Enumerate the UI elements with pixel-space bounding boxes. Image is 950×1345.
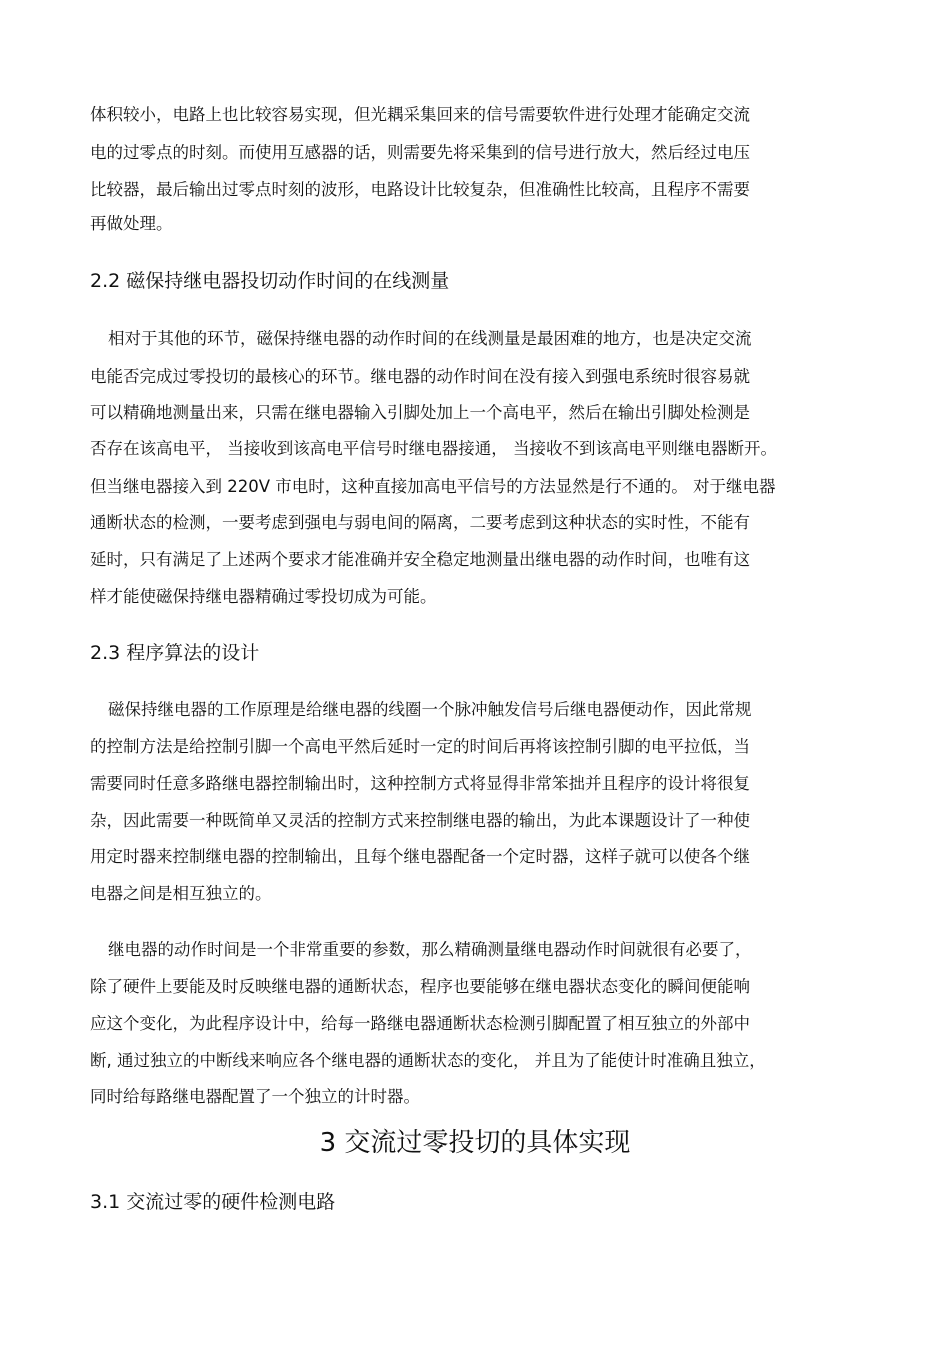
paragraph-line: 样才能使磁保持继电器精确过零投切成为可能。 bbox=[90, 587, 437, 606]
paragraph-line: 杂，因此需要一种既简单又灵活的控制方式来控制继电器的输出，为此本课题设计了一种使 bbox=[90, 811, 750, 830]
paragraph-line: 电器之间是相互独立的。 bbox=[90, 884, 272, 903]
paragraph-line: 延时，只有满足了上述两个要求才能准确并安全稳定地测量出继电器的动作时间，也唯有这 bbox=[90, 550, 750, 569]
section-heading-2-2: 2.2 磁保持继电器投切动作时间的在线测量 bbox=[90, 270, 450, 292]
paragraph-line: 断, 通过独立的中断线来响应各个继电器的通断状态的变化， 并且为了能使计时准确且独立， bbox=[90, 1051, 766, 1070]
paragraph-line: 除了硬件上要能及时反映继电器的通断状态，程序也要能够在继电器状态变化的瞬间便能响 bbox=[90, 977, 750, 996]
paragraph-line: 用定时器来控制继电器的控制输出，且每个继电器配备一个定时器，这样子就可以使各个继 bbox=[90, 847, 750, 866]
paragraph-line: 继电器的动作时间是一个非常重要的参数，那么精确测量继电器动作时间就很有必要了， bbox=[108, 940, 752, 959]
paragraph-line: 需要同时任意多路继电器控制输出时，这种控制方式将显得非常笨拙并且程序的设计将很复 bbox=[90, 774, 750, 793]
paragraph-line: 否存在该高电平， 当接收到该高电平信号时继电器接通， 当接收不到该高电平则继电器断开。 bbox=[90, 439, 777, 458]
paragraph-line: 磁保持继电器的工作原理是给继电器的线圈一个脉冲触发信号后继电器便动作，因此常规 bbox=[108, 700, 752, 719]
paragraph-line: 但当继电器接入到 220V 市电时，这种直接加高电平信号的方法显然是行不通的。 对于继电器 bbox=[90, 477, 776, 496]
paragraph-line: 电的过零点的时刻。而使用互感器的话，则需要先将采集到的信号进行放大，然后经过电压 bbox=[90, 143, 750, 162]
section-heading-3-1: 3.1 交流过零的硬件检测电路 bbox=[90, 1191, 336, 1213]
paragraph-line: 比较器，最后输出过零点时刻的波形，电路设计比较复杂，但准确性比较高，且程序不需要 bbox=[90, 180, 750, 199]
section-heading-2-3: 2.3 程序算法的设计 bbox=[90, 642, 260, 664]
paragraph-line: 再做处理。 bbox=[90, 214, 173, 233]
paragraph-line: 可以精确地测量出来，只需在继电器输入引脚处加上一个高电平，然后在输出引脚处检测是 bbox=[90, 403, 750, 422]
paragraph-line: 体积较小，电路上也比较容易实现，但光耦采集回来的信号需要软件进行处理才能确定交流 bbox=[90, 105, 750, 124]
paragraph-line: 通断状态的检测，一要考虑到强电与弱电间的隔离，二要考虑到这种状态的实时性，不能有 bbox=[90, 513, 750, 532]
paragraph-line: 应这个变化，为此程序设计中，给每一路继电器通断状态检测引脚配置了相互独立的外部中 bbox=[90, 1014, 750, 1033]
paragraph-line: 电能否完成过零投切的最核心的环节。继电器的动作时间在没有接入到强电系统时很容易就 bbox=[90, 367, 750, 386]
chapter-heading-3: 3 交流过零投切的具体实现 bbox=[319, 1128, 631, 1158]
paragraph-line: 相对于其他的环节，磁保持继电器的动作时间的在线测量是最困难的地方，也是决定交流 bbox=[108, 329, 752, 348]
paragraph-line: 同时给每路继电器配置了一个独立的计时器。 bbox=[90, 1087, 420, 1106]
paragraph-line: 的控制方法是给控制引脚一个高电平然后延时一定的时间后再将该控制引脚的电平拉低，当 bbox=[90, 737, 750, 756]
